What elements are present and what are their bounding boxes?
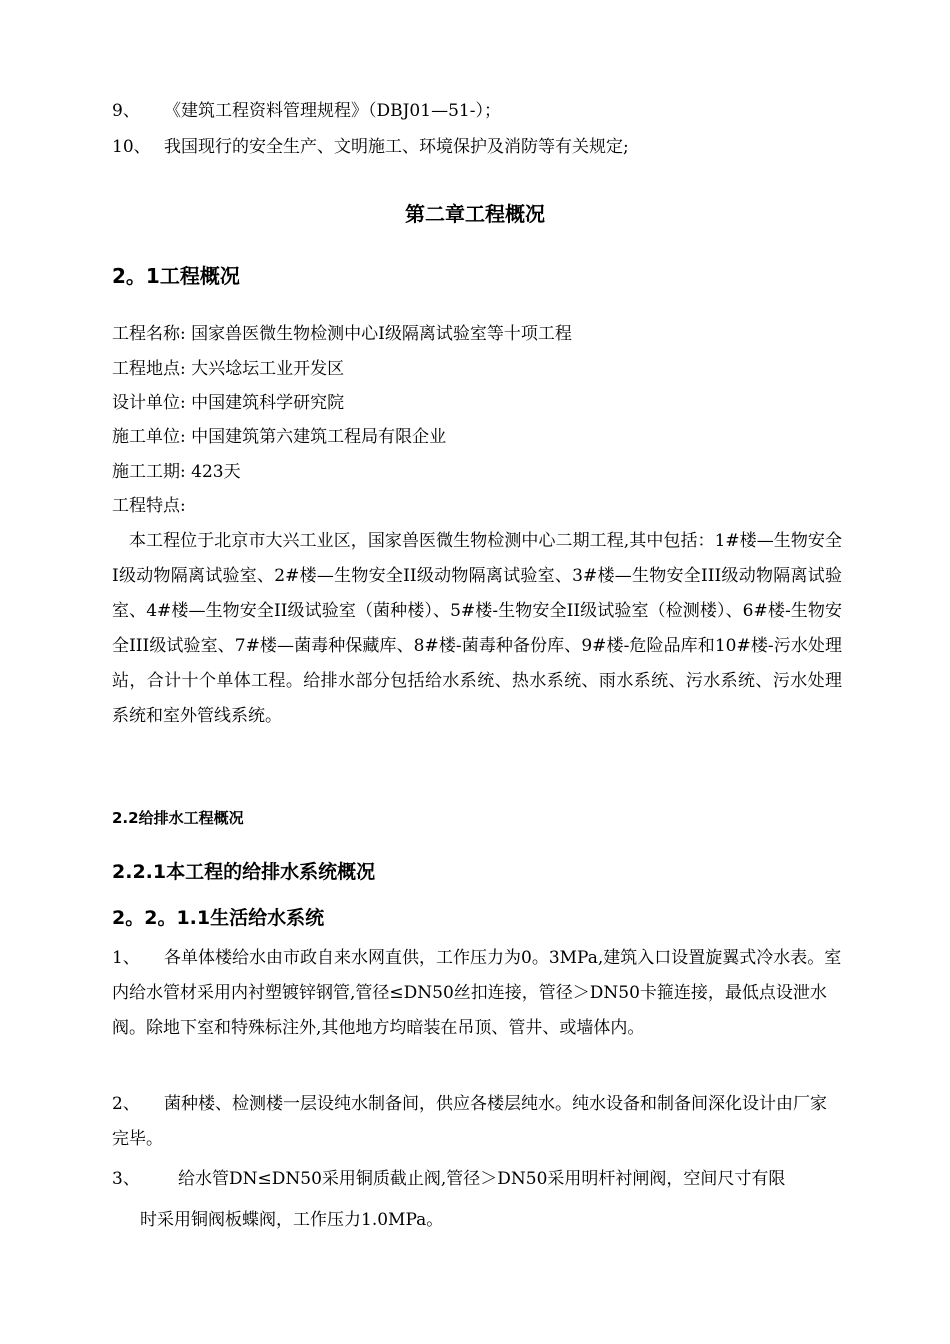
item-text: 各单体楼给水由市政自来水网直供，工作压力为0。3MPa,建筑入口设置旋翼式冷水表。室内给水管材采用内衬塑镀锌钢管,管径≤DN50丝扣连接，管径＞DN50卡箍连接，最低点设泄水阀。除地下室和特殊标注外,其他地方均暗装在吊顶、管井、或墙体内。 — [112, 948, 842, 1038]
reference-item-9 — [112, 100, 501, 122]
field-project-features: 工程特点: — [112, 496, 186, 516]
field-design-unit: 设计单位: 中国建筑科学研究院 — [112, 393, 345, 413]
water-item-3-continuation: 时采用铜阀板蝶阀，工作压力1.0MPa。 — [140, 1210, 444, 1230]
water-item-3 — [112, 1168, 785, 1190]
section-heading-2-2: 2.2给排水工程概况 — [112, 809, 244, 827]
water-item-2 — [112, 1087, 842, 1157]
field-project-location: 工程地点: 大兴埝坛工业开发区 — [112, 359, 345, 379]
item-number: 1、 — [112, 948, 140, 968]
item-number: 2、 — [112, 1094, 140, 1114]
item-text: 菌种楼、检测楼一层设纯水制备间，供应各楼层纯水。纯水设备和制备间深化设计由厂家完毕。 — [112, 1094, 827, 1149]
water-item-1 — [112, 941, 842, 1046]
field-construction-period: 施工工期: 423天 — [112, 462, 241, 482]
subsection-heading-2-2-1-1: 2。2。1.1生活给水系统 — [112, 907, 325, 929]
reference-item-10 — [112, 136, 629, 158]
reference-number: 10、 — [112, 137, 151, 157]
features-paragraph: 本工程位于北京市大兴工业区，国家兽医微生物检测中心二期工程,其中包括：1#楼—生物安全Ⅰ级动物隔离试验室、2#楼—生物安全II级动物隔离试验室、3#楼—生物安全III级动物隔离试验室、4#楼—生物安全II级试验室（菌种楼）、5#楼-生物安全II级试验室（检测楼）、6#楼-生物安全III级试验室、7#楼—菌毒种保藏库、8#楼-菌毒种备份库、9#楼-危险品库和10#楼-污水处理站，合计十个单体工程。给排水部分包括给水系统、热水系统、雨水系统、污水系统、污水处理系统和室外管线系统。 — [112, 531, 842, 726]
field-construction-unit: 施工单位: 中国建筑第六建筑工程局有限企业 — [112, 427, 447, 447]
reference-text: 《建筑工程资料管理规程》（DBJ01—51-）； — [164, 101, 501, 121]
section-heading-2-1: 2。1工程概况 — [112, 264, 240, 288]
field-project-name: 工程名称: 国家兽医微生物检测中心Ⅰ级隔离试验室等十项工程 — [112, 324, 572, 344]
reference-number: 9、 — [112, 101, 140, 121]
reference-text: 我国现行的安全生产、文明施工、环境保护及消防等有关规定; — [164, 137, 629, 157]
item-number: 3、 — [112, 1169, 140, 1189]
subsection-heading-2-2-1: 2.2.1本工程的给排水系统概况 — [112, 861, 376, 883]
item-text-line1: 给水管DN≤DN50采用铜质截止阀,管径＞DN50采用明杆衬闸阀，空间尺寸有限 — [178, 1169, 786, 1189]
chapter-title: 第二章工程概况 — [405, 202, 545, 226]
